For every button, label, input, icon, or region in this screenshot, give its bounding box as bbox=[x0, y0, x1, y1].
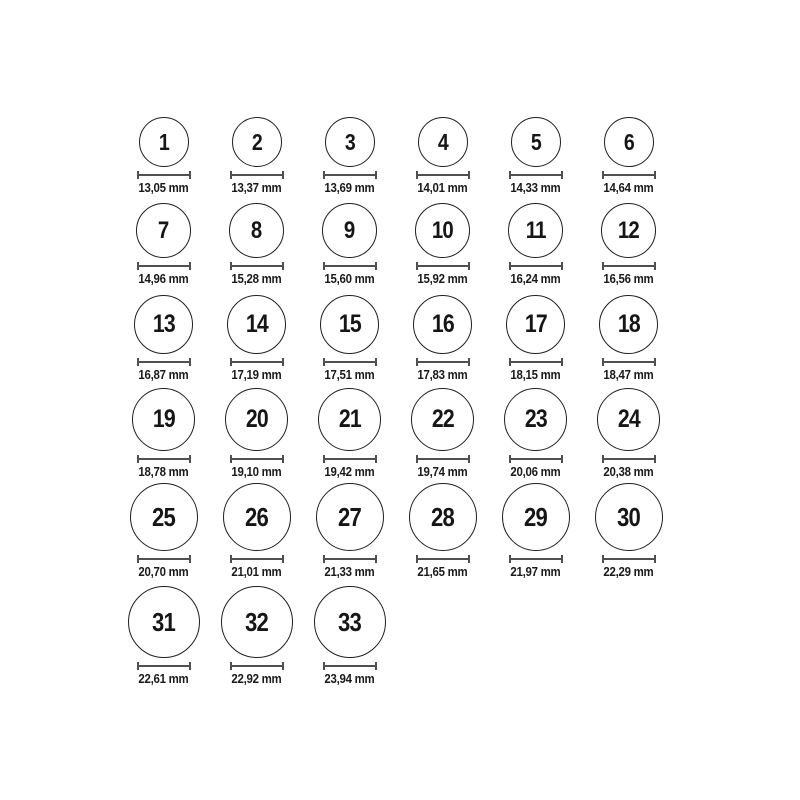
diameter-label: 13,37 mm bbox=[231, 180, 282, 195]
diameter-label: 19,10 mm bbox=[231, 464, 282, 479]
ring-size-number: 12 bbox=[617, 216, 639, 244]
diameter-label: 17,83 mm bbox=[417, 367, 468, 382]
ring-size-item bbox=[582, 203, 675, 286]
ring-size-row bbox=[117, 295, 675, 382]
diameter-dimension-line bbox=[137, 262, 191, 270]
diameter-dimension-line bbox=[416, 555, 470, 563]
diameter-label: 13,05 mm bbox=[138, 180, 189, 195]
ring-size-item bbox=[582, 388, 675, 479]
diameter-dimension-line bbox=[323, 455, 377, 463]
ring-size-circle bbox=[409, 483, 477, 551]
ring-size-item bbox=[117, 203, 210, 286]
diameter-dimension-line bbox=[509, 262, 563, 270]
diameter-label: 14,96 mm bbox=[138, 271, 189, 286]
ring-size-item bbox=[117, 586, 210, 686]
diameter-dimension-line bbox=[323, 171, 377, 179]
diameter-dimension-line bbox=[323, 662, 377, 670]
ring-size-circle bbox=[601, 203, 656, 258]
ring-size-circle bbox=[130, 483, 198, 551]
ring-size-number: 30 bbox=[617, 502, 640, 532]
ring-size-item bbox=[210, 483, 303, 579]
diameter-label: 14,64 mm bbox=[603, 180, 654, 195]
ring-size-item bbox=[489, 117, 582, 195]
ring-size-number: 20 bbox=[245, 405, 268, 433]
diameter-dimension-line bbox=[230, 662, 284, 670]
ring-size-number: 28 bbox=[431, 502, 454, 532]
ring-size-number: 21 bbox=[338, 405, 361, 433]
diameter-dimension-line bbox=[416, 455, 470, 463]
ring-size-number: 32 bbox=[245, 607, 268, 637]
diameter-dimension-line bbox=[602, 262, 656, 270]
diameter-dimension-line bbox=[509, 171, 563, 179]
ring-size-item bbox=[489, 388, 582, 479]
diameter-dimension-line bbox=[137, 455, 191, 463]
ring-size-item bbox=[303, 586, 396, 686]
ring-size-number: 14 bbox=[245, 310, 268, 338]
ring-size-item bbox=[582, 483, 675, 579]
ring-size-item bbox=[210, 203, 303, 286]
ring-size-item bbox=[582, 295, 675, 382]
diameter-label: 20,06 mm bbox=[510, 464, 561, 479]
ring-size-item bbox=[210, 295, 303, 382]
ring-size-item bbox=[396, 388, 489, 479]
diameter-label: 15,28 mm bbox=[231, 271, 282, 286]
diameter-label: 20,38 mm bbox=[603, 464, 654, 479]
diameter-label: 23,94 mm bbox=[324, 671, 375, 686]
ring-size-circle bbox=[506, 295, 565, 354]
ring-size-number: 10 bbox=[431, 216, 453, 244]
ring-size-circle bbox=[325, 117, 375, 167]
diameter-dimension-line bbox=[509, 455, 563, 463]
ring-size-item bbox=[210, 586, 303, 686]
diameter-dimension-line bbox=[416, 262, 470, 270]
ring-size-number: 13 bbox=[152, 310, 175, 338]
diameter-label: 22,61 mm bbox=[138, 671, 189, 686]
diameter-label: 22,92 mm bbox=[231, 671, 282, 686]
ring-size-item bbox=[303, 388, 396, 479]
ring-size-circle bbox=[139, 117, 189, 167]
ring-size-number: 22 bbox=[431, 405, 454, 433]
ring-size-circle bbox=[411, 388, 474, 451]
diameter-label: 18,47 mm bbox=[603, 367, 654, 382]
ring-size-number: 3 bbox=[344, 128, 355, 155]
ring-size-number: 8 bbox=[251, 216, 262, 244]
ring-size-circle bbox=[225, 388, 288, 451]
ring-size-number: 26 bbox=[245, 502, 268, 532]
diameter-label: 16,87 mm bbox=[138, 367, 189, 382]
ring-size-circle bbox=[415, 203, 470, 258]
ring-size-item bbox=[117, 388, 210, 479]
diameter-dimension-line bbox=[230, 171, 284, 179]
diameter-label: 14,33 mm bbox=[510, 180, 561, 195]
diameter-dimension-line bbox=[323, 262, 377, 270]
diameter-label: 16,56 mm bbox=[603, 271, 654, 286]
diameter-dimension-line bbox=[137, 555, 191, 563]
ring-size-number: 7 bbox=[158, 216, 169, 244]
diameter-label: 14,01 mm bbox=[417, 180, 468, 195]
ring-size-circle bbox=[136, 203, 191, 258]
diameter-label: 21,97 mm bbox=[510, 564, 561, 579]
ring-size-circle bbox=[418, 117, 468, 167]
ring-size-row bbox=[117, 388, 675, 479]
ring-size-circle bbox=[223, 483, 291, 551]
ring-size-item bbox=[303, 483, 396, 579]
ring-size-number: 18 bbox=[617, 310, 640, 338]
ring-size-item bbox=[396, 203, 489, 286]
diameter-dimension-line bbox=[230, 455, 284, 463]
ring-size-circle bbox=[316, 483, 384, 551]
diameter-label: 13,69 mm bbox=[324, 180, 375, 195]
ring-size-item bbox=[396, 295, 489, 382]
diameter-label: 21,33 mm bbox=[324, 564, 375, 579]
ring-size-item bbox=[489, 295, 582, 382]
ring-size-circle bbox=[322, 203, 377, 258]
ring-size-row bbox=[117, 203, 675, 286]
diameter-dimension-line bbox=[509, 358, 563, 366]
diameter-label: 22,29 mm bbox=[603, 564, 654, 579]
ring-size-circle bbox=[413, 295, 472, 354]
ring-size-circle bbox=[232, 117, 282, 167]
ring-size-item bbox=[582, 117, 675, 195]
ring-size-item bbox=[489, 203, 582, 286]
diameter-dimension-line bbox=[230, 358, 284, 366]
ring-size-number: 24 bbox=[617, 405, 640, 433]
ring-size-number: 33 bbox=[338, 607, 361, 637]
diameter-label: 21,65 mm bbox=[417, 564, 468, 579]
ring-size-number: 2 bbox=[251, 128, 262, 155]
diameter-dimension-line bbox=[137, 358, 191, 366]
ring-size-circle bbox=[221, 586, 293, 658]
diameter-dimension-line bbox=[137, 662, 191, 670]
ring-size-circle bbox=[502, 483, 570, 551]
diameter-dimension-line bbox=[509, 555, 563, 563]
ring-size-chart bbox=[117, 117, 675, 686]
diameter-label: 17,19 mm bbox=[231, 367, 282, 382]
ring-size-circle bbox=[511, 117, 561, 167]
diameter-dimension-line bbox=[323, 555, 377, 563]
ring-size-circle bbox=[320, 295, 379, 354]
ring-size-circle bbox=[504, 388, 567, 451]
diameter-dimension-line bbox=[602, 555, 656, 563]
ring-size-number: 17 bbox=[524, 310, 547, 338]
ring-size-item bbox=[396, 117, 489, 195]
diameter-label: 15,60 mm bbox=[324, 271, 375, 286]
diameter-dimension-line bbox=[230, 555, 284, 563]
ring-size-item bbox=[210, 388, 303, 479]
diameter-dimension-line bbox=[416, 358, 470, 366]
diameter-dimension-line bbox=[137, 171, 191, 179]
ring-size-circle bbox=[134, 295, 193, 354]
ring-size-number: 15 bbox=[338, 310, 361, 338]
ring-size-circle bbox=[128, 586, 200, 658]
diameter-dimension-line bbox=[416, 171, 470, 179]
diameter-label: 19,42 mm bbox=[324, 464, 375, 479]
ring-size-circle bbox=[318, 388, 381, 451]
ring-size-item bbox=[210, 117, 303, 195]
ring-size-number: 25 bbox=[152, 502, 175, 532]
diameter-label: 18,78 mm bbox=[138, 464, 189, 479]
diameter-label: 18,15 mm bbox=[510, 367, 561, 382]
ring-size-number: 4 bbox=[437, 128, 448, 155]
ring-size-circle bbox=[508, 203, 563, 258]
ring-size-number: 6 bbox=[623, 128, 634, 155]
ring-size-number: 23 bbox=[524, 405, 547, 433]
ring-size-item bbox=[396, 483, 489, 579]
diameter-label: 15,92 mm bbox=[417, 271, 468, 286]
diameter-label: 16,24 mm bbox=[510, 271, 561, 286]
ring-size-circle bbox=[227, 295, 286, 354]
ring-size-item bbox=[117, 295, 210, 382]
ring-size-row bbox=[117, 586, 675, 686]
ring-size-circle bbox=[595, 483, 663, 551]
diameter-dimension-line bbox=[323, 358, 377, 366]
diameter-label: 21,01 mm bbox=[231, 564, 282, 579]
ring-size-row bbox=[117, 483, 675, 579]
ring-size-number: 5 bbox=[530, 128, 541, 155]
ring-size-number: 19 bbox=[152, 405, 175, 433]
ring-size-number: 9 bbox=[344, 216, 355, 244]
ring-size-circle bbox=[314, 586, 386, 658]
ring-size-number: 16 bbox=[431, 310, 454, 338]
diameter-label: 17,51 mm bbox=[324, 367, 375, 382]
ring-size-number: 29 bbox=[524, 502, 547, 532]
diameter-dimension-line bbox=[602, 171, 656, 179]
ring-size-item bbox=[303, 295, 396, 382]
diameter-label: 20,70 mm bbox=[138, 564, 189, 579]
ring-size-item bbox=[303, 203, 396, 286]
ring-size-number: 27 bbox=[338, 502, 361, 532]
ring-size-circle bbox=[599, 295, 658, 354]
ring-size-number: 1 bbox=[158, 128, 169, 155]
diameter-dimension-line bbox=[230, 262, 284, 270]
diameter-dimension-line bbox=[602, 455, 656, 463]
diameter-dimension-line bbox=[602, 358, 656, 366]
ring-size-circle bbox=[229, 203, 284, 258]
ring-size-item bbox=[117, 117, 210, 195]
ring-size-item bbox=[117, 483, 210, 579]
ring-size-item bbox=[489, 483, 582, 579]
ring-size-item bbox=[303, 117, 396, 195]
ring-size-circle bbox=[604, 117, 654, 167]
ring-size-row bbox=[117, 117, 675, 195]
ring-size-circle bbox=[597, 388, 660, 451]
diameter-label: 19,74 mm bbox=[417, 464, 468, 479]
ring-size-circle bbox=[132, 388, 195, 451]
ring-size-number: 31 bbox=[152, 607, 175, 637]
ring-size-number: 11 bbox=[525, 216, 546, 244]
